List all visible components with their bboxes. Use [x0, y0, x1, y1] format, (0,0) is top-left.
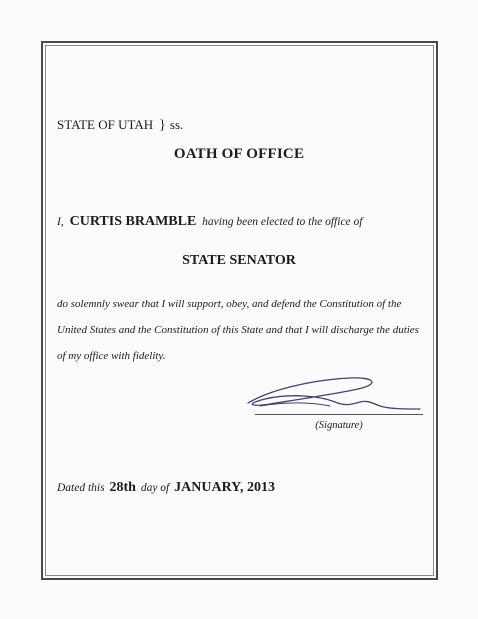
state-label: STATE OF UTAH	[57, 117, 154, 132]
signature-label: (Signature)	[315, 420, 363, 431]
document-title: OATH OF OFFICE	[173, 146, 305, 162]
official-name: CURTIS BRAMBLE	[69, 214, 197, 229]
state-line	[57, 117, 183, 134]
oath-text	[57, 291, 427, 369]
signature-line	[255, 414, 423, 415]
dated-prefix: Dated this	[57, 482, 105, 494]
oath-line: of my office with fidelity.	[57, 350, 166, 362]
declaration-prefix: I,	[57, 216, 64, 228]
declaration-suffix: having been elected to the office of	[202, 216, 363, 228]
ss-abbrev: ss.	[169, 117, 184, 132]
dated-day: 28th	[109, 480, 136, 495]
dated-middle: day of	[140, 482, 170, 494]
dated-line	[57, 480, 277, 496]
declaration-line	[57, 214, 362, 230]
brace-mark: }	[159, 118, 166, 133]
dated-month-year: JANUARY, 2013	[174, 480, 276, 495]
oath-line: do solemnly swear that I will support, obey, and defend the Constitution of the	[57, 298, 402, 310]
oath-line: United States and the Constitution of this State and that I will discharge the duties	[57, 324, 419, 336]
office-title: STATE SENATOR	[182, 253, 296, 268]
handwritten-signature	[240, 372, 425, 416]
